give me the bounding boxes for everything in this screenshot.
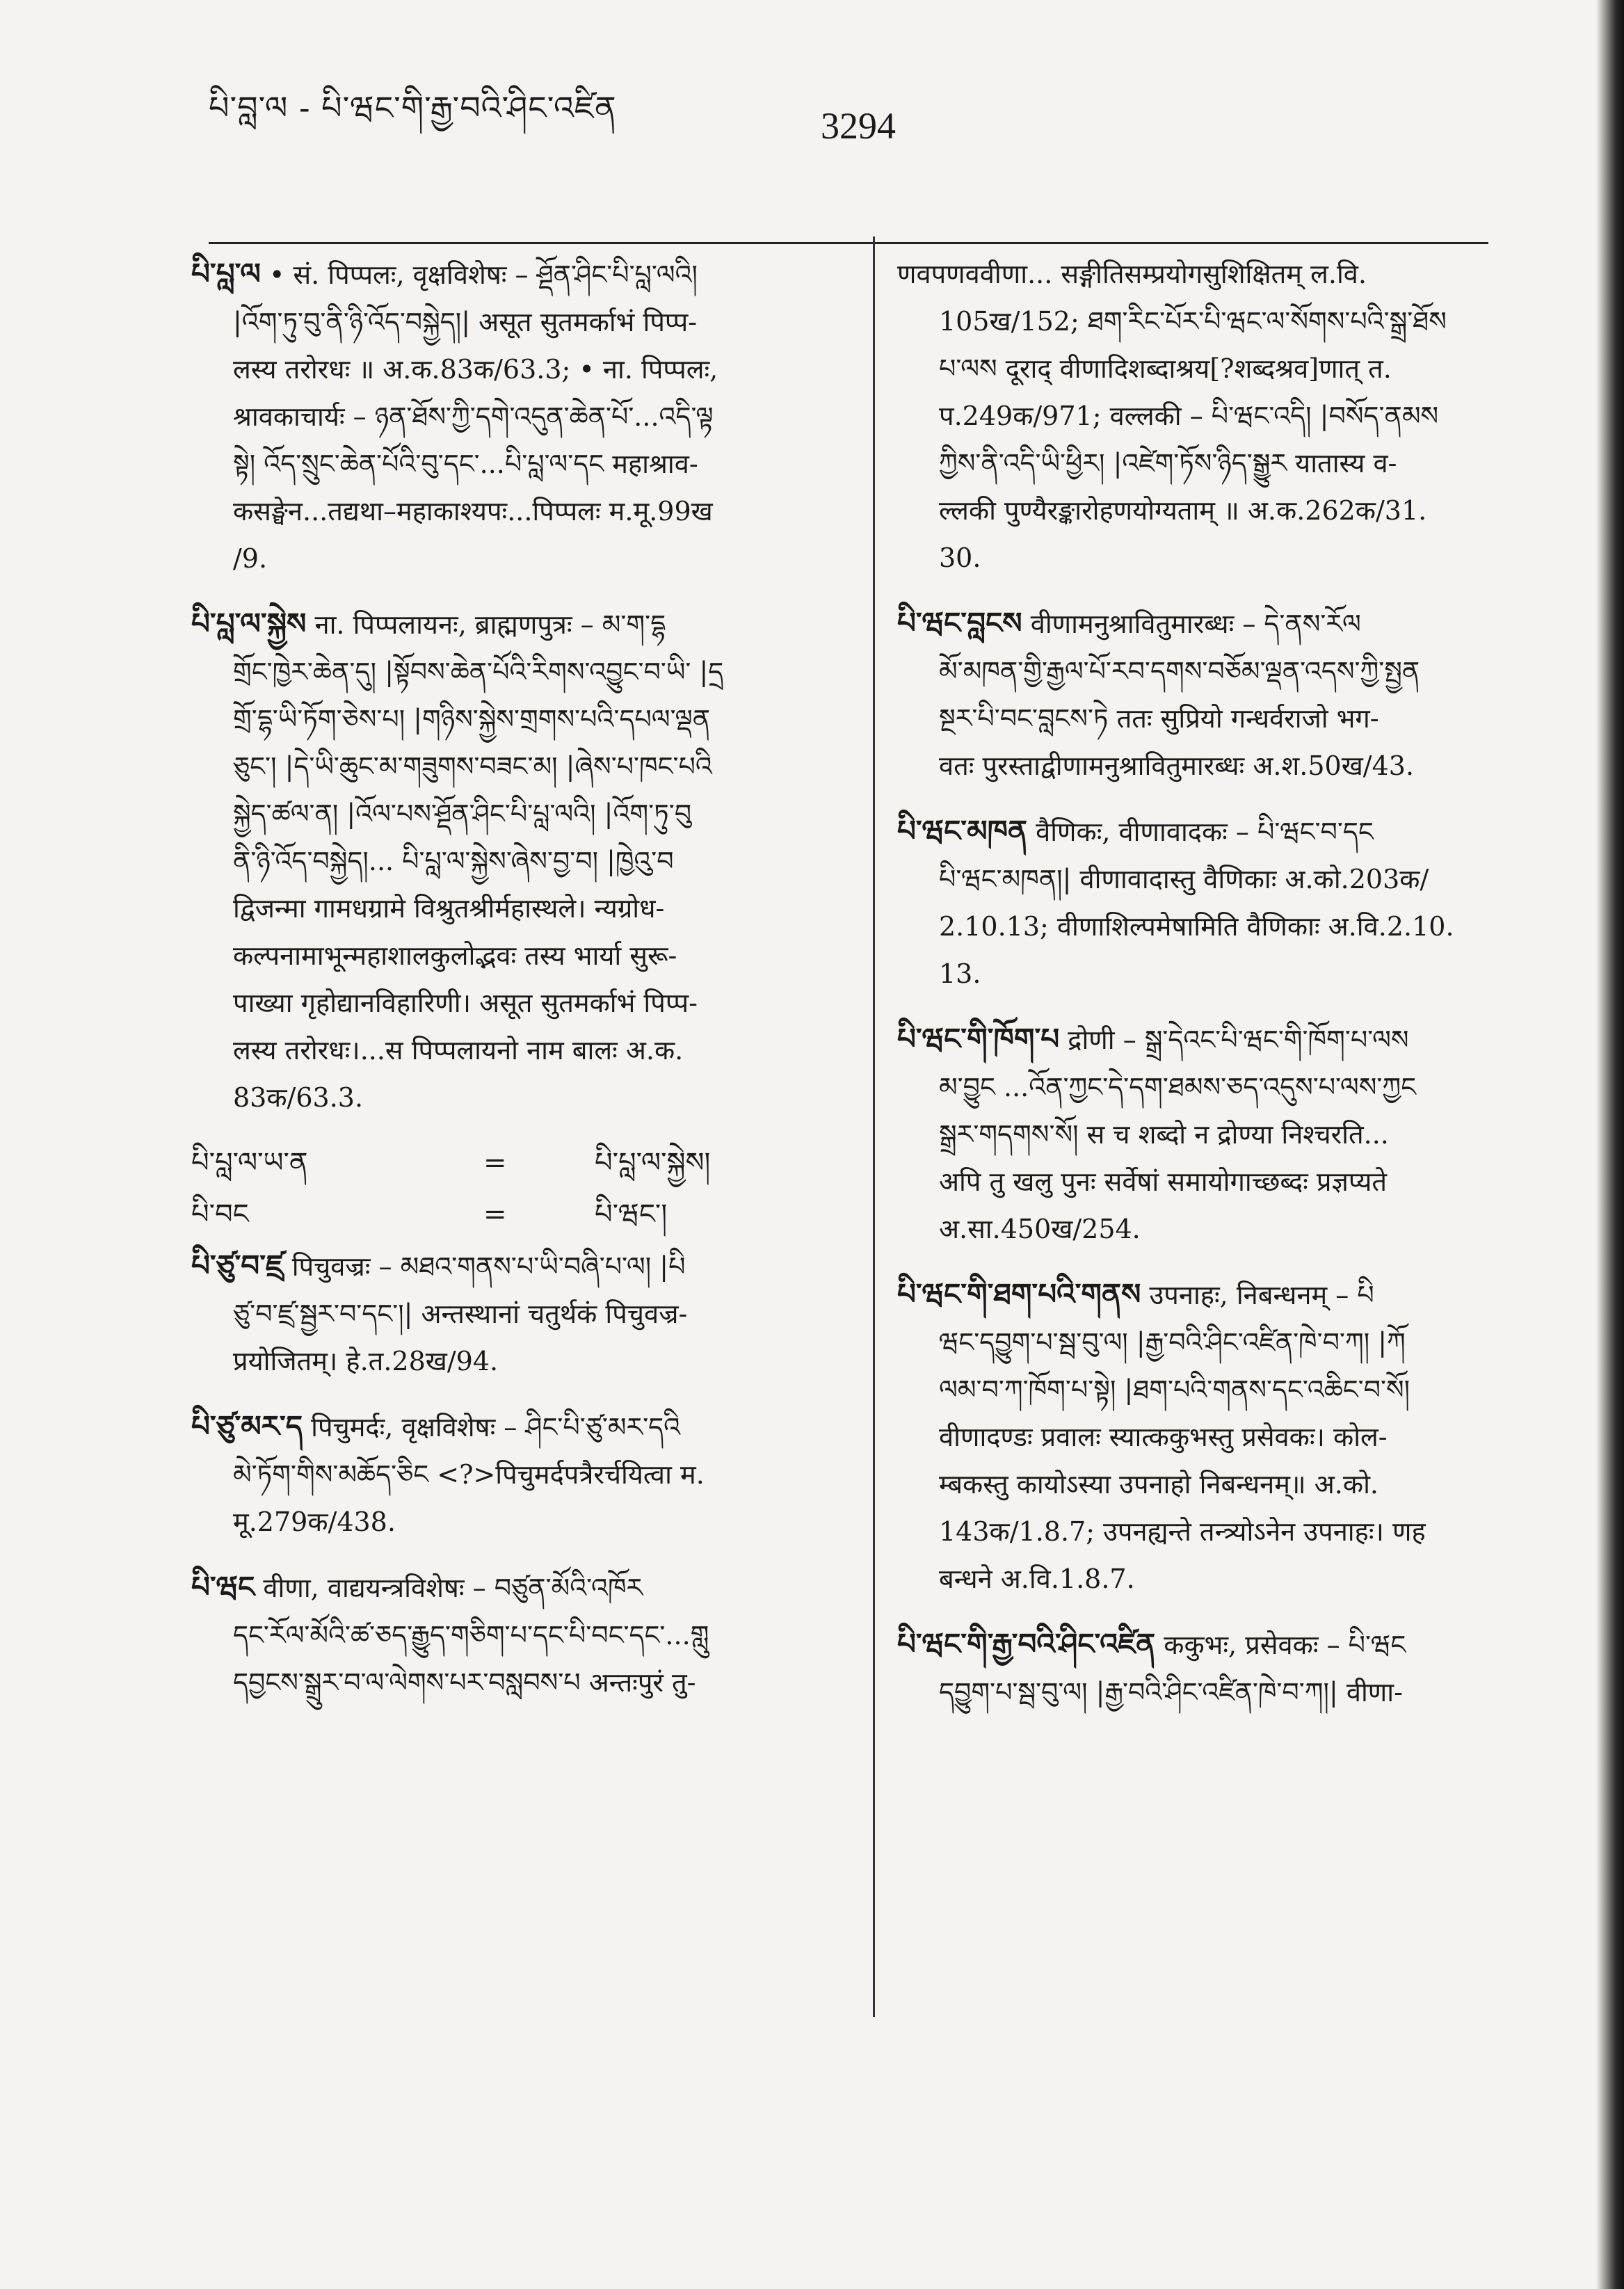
- entry-line: 30.: [939, 543, 981, 573]
- entry-line: 2.10.13; वीणाशिल्पमेषामिति वैणिकाः अ.वि.2.10.: [939, 911, 1454, 942]
- entry-first-line: [191, 1242, 817, 1290]
- entry-first-line: [191, 600, 817, 648]
- entry-headword: པི་ཝང་གི་ཐག་པའི་གནས: [897, 1277, 1141, 1311]
- entry-line: དབྱངས་སྒྲུར་བ་ལ་ལེགས་པར་བསླབས་པ अन्तःपुरं तु-: [233, 1667, 696, 1698]
- dictionary-entry: [191, 1242, 817, 1385]
- cross-reference: [191, 1191, 817, 1242]
- entry-line: པ་ལས दूराद् वीणादिशब्दाश्रय[?शब्दश्रव]णात् त.: [939, 353, 1392, 384]
- dictionary-entry: [191, 250, 817, 582]
- entry-line: དང་རོལ་མོའི་ཚ་ཅད་རྒྱུད་གཅིག་པ་དང་པི་བང་དང་...གླུ: [233, 1620, 709, 1651]
- entry-line: बन्धने अ.वि.1.8.7.: [939, 1564, 1135, 1594]
- xref-term: པི་པླ་ལ་ཡ་ན: [191, 1147, 308, 1179]
- entry-line: द्विजन्मा गामधग्रामे विश्रुतश्रीर्महास्थले। न्यग्रोध-: [233, 893, 665, 924]
- entry-headword: པི་པླ་ལ་སྐྱེས: [191, 607, 307, 641]
- entry-headword: པི་ཝང་བླངས: [897, 606, 1022, 640]
- entry-text: ककुभः, प्रसेवकः – པི་ཝང: [1164, 1630, 1406, 1660]
- entry-headword: པི་ཝང: [191, 1570, 255, 1604]
- entry-line: མོ་མཁན་གྱི་རྒྱལ་པོ་རབ་དགས་བཅོམ་ལྡན་འདས་ཀྱི་སྤྱན: [939, 656, 1420, 686]
- entry-headword: པི་ཝང་གི་རྒྱ་བའི་ཤིང་འཛིན: [897, 1627, 1156, 1661]
- entry-line: अपि तु खलु पुनः सर्वेषां समायोगाच्छब्दः प्रज्ञप्यते: [939, 1166, 1388, 1197]
- entry-line: 83क/63.3.: [233, 1082, 364, 1113]
- entry-first-line: [191, 1564, 817, 1612]
- entry-line: ལམ་བ་ཀ་ཁོག་པ་སྟེ། |ཐག་པའི་གནས་དང་འཆིང་བ་སོ།: [939, 1374, 1410, 1405]
- entry-first-line: [897, 1271, 1523, 1319]
- entry-text: द्रोणी – སྒྲ་དེའང་པི་ཝང་གི་ཁོག་པ་ལས: [1068, 1025, 1409, 1055]
- entry-text: पिचुवज्रः – མཐའ་གནས་པ་ཡི་བཞི་པ་ལ། |པི: [291, 1251, 686, 1282]
- entry-line: པི་ཝང་མཁན།| वीणावादास्तु वैणिकाः अ.को.203क/: [939, 864, 1429, 894]
- dictionary-entry: [191, 1564, 817, 1706]
- entry-line: སྔར་པི་བང་བླངས་ཏེ ततः सुप्रियो गन्धर्वराजो भग-: [939, 703, 1379, 734]
- entry-line: कल्पनामाभून्महाशालकुलोद्भवः तस्य भार्या सुरू-: [233, 940, 677, 971]
- entry-line: 13.: [939, 958, 981, 989]
- scan-edge: [1596, 0, 1624, 2289]
- dictionary-entry: [897, 1621, 1523, 1716]
- page-number: 3294: [821, 105, 896, 147]
- entry-line: /9.: [233, 543, 268, 574]
- entry-line: ནི་ཉི་འོད་བསྐྱེད།... པི་པླ་ལ་སྐྱེས་ཞེས་བྱ་བ། |ཁྱེའུ་བ: [233, 846, 674, 876]
- entry-headword: པི་ཝང་མཁན: [897, 814, 1027, 848]
- dictionary-entry: [897, 808, 1523, 997]
- entry-first-line: [191, 250, 817, 298]
- entry-line: प्रयोजितम्। हे.त.28ख/94.: [233, 1346, 499, 1376]
- entry-line: སྒྲར་གདགས་སོ། स च शब्दो न द्रोण्या निश्चरति...: [939, 1119, 1389, 1150]
- entry-line: མ་བྱུང ...འོན་ཀྱང་དེ་དག་ཐམས་ཅད་འདུས་པ་ལས་ཀྱང: [939, 1072, 1417, 1102]
- entry-text: पिचुमर्दः, वृक्षविशेषः – ཤིང་པི་ཙུ་མར་དའི: [311, 1412, 681, 1443]
- entry-line: མེ་ཏོག་གིས་མཆོད་ཅིང <?>पिचुमर्दपत्रैरर्चयित्वा म.: [233, 1459, 705, 1490]
- entry-text: वैणिकः, वीणावादकः – པི་ཝང་བ་དང: [1036, 817, 1374, 847]
- dictionary-entry: [897, 1015, 1523, 1253]
- dictionary-entry: [191, 1403, 817, 1545]
- xref-eq: =: [483, 1147, 507, 1179]
- xref-target: པི་ཝང་།: [595, 1198, 668, 1230]
- entry-line: प.249क/971; वल्लकी – པི་ཝང་འདི། |བསོད་ནམས: [939, 401, 1439, 431]
- entry-line: श्रावकाचार्यः – ཉན་ཐོས་ཀྱི་དགེ་འདུན་ཆེན་པོ་...འདི་ལྟ: [233, 401, 714, 432]
- entry-first-line: [897, 1015, 1523, 1063]
- entry-text: णवपणववीणा... सङ्गीतिसम्प्रयोगसुशिक्षितम् ल.वि.: [897, 259, 1367, 289]
- entry-headword: པི་ཙུ་མར་ད: [191, 1409, 303, 1443]
- entry-line: लस्य तरोरधः।...स पिप्पलायनो नाम बालः अ.क.: [233, 1035, 684, 1066]
- entry-line: ཀྱིས་ནི་འདི་ཡི་ཕྱིར། |འཛེག་ཏོས་ཉིད་སྒྱུར यातास्य व-: [939, 448, 1397, 479]
- column-divider: [873, 236, 875, 2017]
- entry-text: वीणा, वाद्ययन्त्रविशेषः – བཙུན་མོའི་འཁོར: [263, 1573, 643, 1603]
- entry-line: གྲོང་ཁྱེར་ཆེན་དུ། |སྟོབས་ཆེན་པོའི་རིགས་འབྱུང་བ་ཡི་ |དྲ: [233, 657, 724, 687]
- entry-line: 105ख/152; ཐག་རིང་པོར་པི་ཝང་ལ་སོགས་པའི་སྒྲ་ཐོས: [939, 306, 1447, 337]
- left-column: [191, 250, 817, 1724]
- entry-line: གྲོ་དྷ་ཡི་ཏོག་ཅེས་པ། |གཉིས་སྐྱེས་གྲགས་པའི་དཔལ་ལྡན: [233, 704, 711, 734]
- entry-first-line: [897, 250, 1523, 298]
- entry-line: कसङ्घेन...तद्यथा–महाकाश्यपः...पिप्पलः म.मू.99ख: [233, 496, 713, 527]
- entry-line: སྐྱེད་ཚལ་ན། |འོལ་པས་ཤྡོན་ཤིང་པི་པླ་ལའི། |འོག་ཏུ་བུ: [233, 798, 692, 829]
- running-head: པི་བླ་ལ - པི་ཝང་གི་རྒྱ་བའི་ཤིང་འཛིན: [209, 89, 617, 127]
- entry-text: उपनाहः, निबन्धनम् – པི: [1149, 1280, 1374, 1310]
- entry-text: • सं. पिप्पलः, वृक्षविशेषः – ཤྡོན་ཤིང་པི་པླ་ལའི།: [268, 259, 698, 290]
- dictionary-entry: [897, 250, 1523, 581]
- entry-line: मू.279क/438.: [233, 1507, 396, 1537]
- entry-line: ཙུ་བ་ཛྲ་སྦྱར་བ་དང་།| अन्तस्थानां चतुर्थकं पिचुवज्र-: [233, 1299, 688, 1329]
- entry-first-line: [897, 808, 1523, 856]
- entry-line: अ.सा.450ख/254.: [939, 1214, 1141, 1244]
- entry-first-line: [897, 600, 1523, 648]
- entry-line: म्बकस्तु कायोऽस्या उपनाहो निबन्धनम्॥ अ.को.: [939, 1469, 1378, 1500]
- entry-line: སྟེ། འོད་སྲུང་ཆེན་པོའི་བུ་དང་...པི་པླ་ལ་དང महाश्राव-: [233, 449, 698, 479]
- entry-first-line: [897, 1621, 1523, 1669]
- entry-headword: པི་ཝང་གི་ཁོག་པ: [897, 1022, 1060, 1056]
- header-rule: [209, 242, 1488, 244]
- entry-line: |འོག་ཏུ་བུ་ནི་ཉི་འོད་བསྐྱེད།| असूत सुतमर्काभं पिप्प-: [233, 307, 698, 337]
- entry-line: पाख्या गृहोद्यानविहारिणी। असूत सुतमर्काभं पिप्प-: [233, 988, 698, 1018]
- entry-text: ना. पिप्पलायनः, ब्राह्मणपुत्रः – མ་ག་དྷ: [314, 609, 666, 640]
- entry-line: དབྱུག་པ་སྦ་བུ་ལ། |རྒྱ་བའི་ཤིང་འཛིན་ཁེ་བ་ཀ།| वीणा-: [939, 1677, 1403, 1708]
- xref-eq: =: [483, 1198, 507, 1230]
- entry-line: ल्लकी पुण्यैरङ्कारोहणयोग्यताम् ॥ अ.क.262क/31.: [939, 495, 1427, 526]
- right-column: [897, 250, 1523, 1734]
- entry-line: ཝང་དབྱུག་པ་སྦ་བུ་ལ། |རྒྱ་བའི་ཤིང་འཛིན་ཁེ་བ་ཀ། |ཀོ: [939, 1327, 1406, 1358]
- entry-text: वीणामनुश्रावितुमारब्धः – དེ་ནས་རོལ: [1030, 609, 1361, 639]
- cross-reference: [191, 1139, 817, 1191]
- entry-line: 143क/1.8.7; उपनह्यन्ते तन्त्र्योऽनेन उपनाहः। णह: [939, 1516, 1426, 1547]
- entry-first-line: [191, 1403, 817, 1451]
- entry-headword: པི་ཙུ་བ་ཛྲ: [191, 1248, 284, 1283]
- xref-target: པི་པླ་ལ་སྐྱེས།: [595, 1147, 711, 1179]
- entry-line: वीणादण्डः प्रवालः स्यात्ककुभस्तु प्रसेवकः। कोल-: [939, 1422, 1388, 1452]
- entry-headword: པི་པླ་ལ: [191, 257, 261, 291]
- entry-line: ཅུང་། |དེ་ཡི་ཆུང་མ་གཟུགས་བཟང་མ། |ཞེས་པ་ཁང་པའི: [233, 751, 712, 782]
- dictionary-entry: [897, 1271, 1523, 1603]
- dictionary-entry: [897, 600, 1523, 789]
- entry-line: लस्य तरोरधः ॥ अ.क.83क/63.3; • ना. पिप्पलः,: [233, 354, 718, 385]
- entry-line: वतः पुरस्ताद्वीणामनुश्रावितुमारब्धः अ.श.50ख/43.: [939, 750, 1415, 781]
- xref-term: པི་བང: [191, 1198, 249, 1230]
- dictionary-entry: [191, 600, 817, 1121]
